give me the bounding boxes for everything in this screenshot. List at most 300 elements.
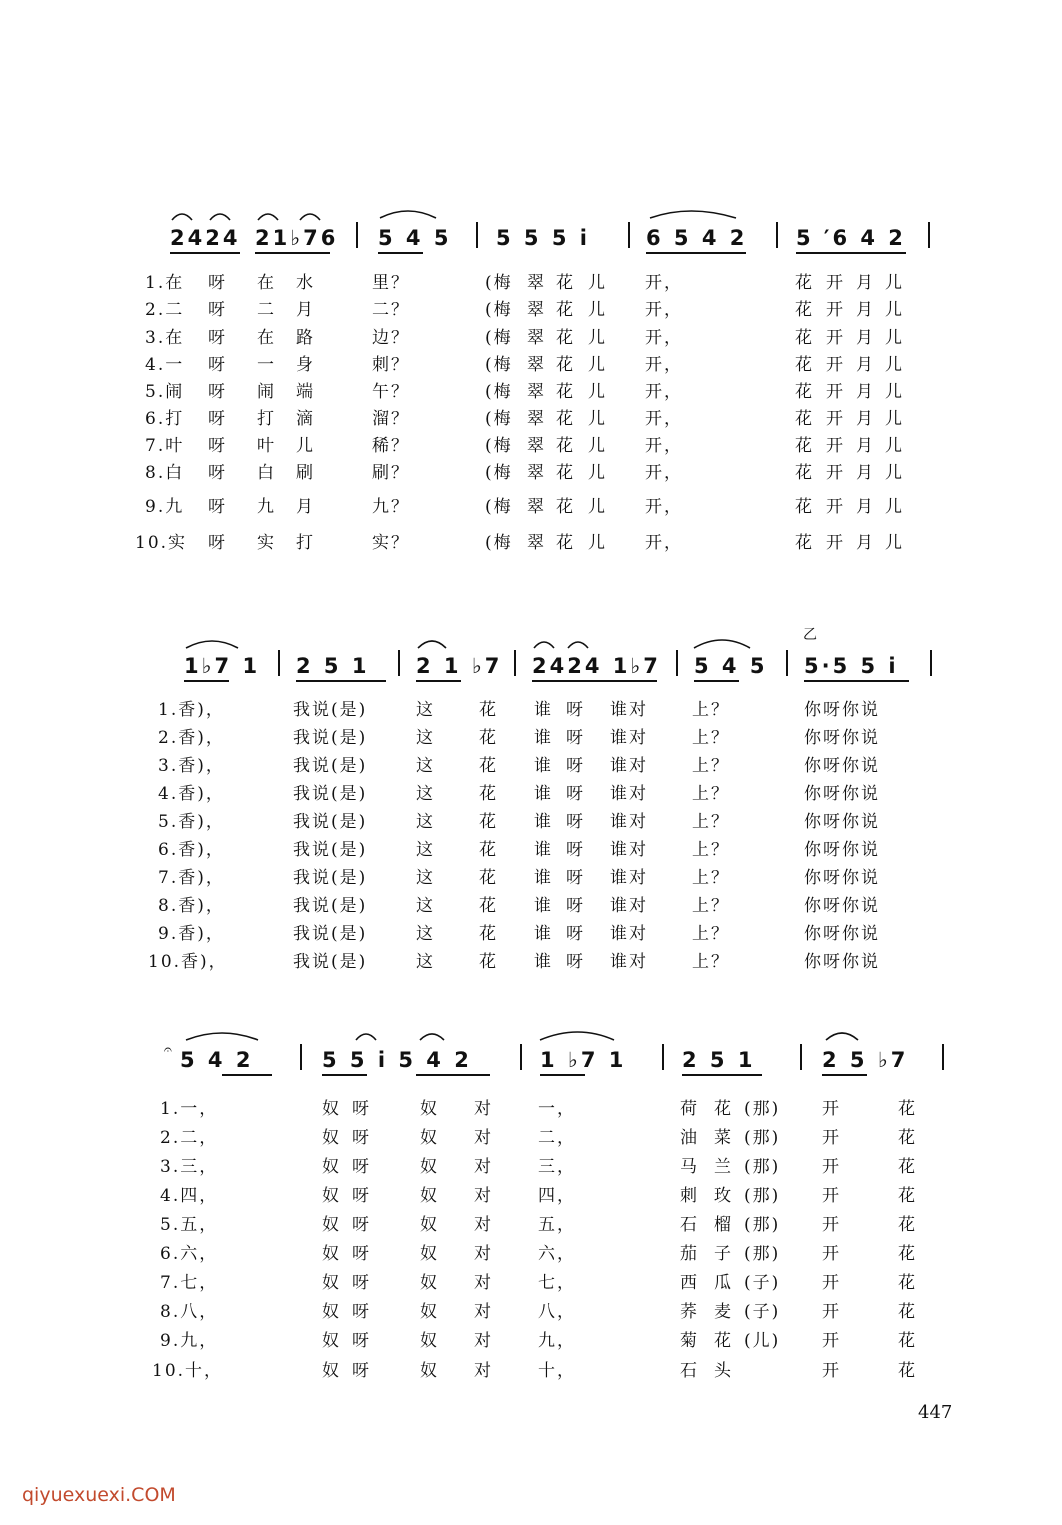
lyric: 你呀你说 — [804, 952, 880, 972]
lyric: 花 — [898, 1099, 917, 1119]
lyric: 儿 — [588, 533, 607, 553]
lyric: 水 — [296, 273, 315, 293]
measure-2-notes: 2 5 1 — [296, 654, 370, 678]
lyric: 呀 — [566, 840, 585, 860]
lyric: (梅 — [485, 497, 513, 517]
lyric: 开， — [645, 533, 683, 553]
lyric: 你呀你说 — [804, 700, 880, 720]
lyric: 我说(是) — [293, 700, 368, 720]
lyric: 七， — [538, 1273, 576, 1293]
slur-marks — [0, 620, 1062, 680]
lyric: 九， — [538, 1331, 576, 1351]
lyric: 月 — [856, 436, 875, 456]
lyric: 呀 — [566, 784, 585, 804]
measure-5-notes: 5 4 5 — [694, 654, 768, 678]
lyric: 西 — [680, 1273, 699, 1293]
lyric: 我说(是) — [293, 868, 368, 888]
lyric: 花 — [556, 409, 575, 429]
lyric: 十， — [538, 1361, 576, 1381]
lyric: 谁对 — [610, 756, 648, 776]
lyric: 花 — [556, 355, 575, 375]
lyric: 花 — [714, 1331, 733, 1351]
lyric: 奴 — [322, 1157, 341, 1177]
lyric: 月 — [856, 273, 875, 293]
measure-5-notes: 5 ′6 4 2 — [796, 226, 906, 250]
lyric: 1.一， — [160, 1099, 219, 1119]
beam-line — [416, 1074, 490, 1076]
barline — [278, 650, 280, 676]
measure-1-notes: 5 4 2 — [180, 1048, 254, 1072]
lyric: 呀 — [208, 463, 227, 483]
lyric: 奴 — [420, 1273, 439, 1293]
lyric: 儿 — [885, 463, 904, 483]
lyric: 边？ — [372, 328, 410, 348]
lyric: 奴 — [420, 1331, 439, 1351]
lyric: 稀？ — [372, 436, 410, 456]
measure-3-notes: 5 5 5 i — [496, 226, 590, 250]
lyric: 奴 — [420, 1302, 439, 1322]
lyric: 呀 — [566, 756, 585, 776]
lyric: 一， — [538, 1099, 576, 1119]
lyric: 儿 — [885, 533, 904, 553]
lyric: 榴 — [714, 1215, 733, 1235]
barline — [928, 222, 930, 248]
lyric: 花 — [556, 436, 575, 456]
lyric: 奴 — [420, 1186, 439, 1206]
lyric-row — [0, 835, 1062, 865]
lyric: (那) — [744, 1157, 781, 1177]
lyric: 谁 — [534, 784, 553, 804]
lyric: 这 — [416, 756, 435, 776]
lyric: 呀 — [352, 1331, 371, 1351]
lyric: 花 — [479, 700, 498, 720]
lyric-row — [0, 458, 1062, 488]
lyric: 谁 — [534, 924, 553, 944]
lyric: 谁对 — [610, 840, 648, 860]
lyric: 翠 — [527, 463, 546, 483]
beam-line — [646, 252, 746, 254]
barline — [476, 222, 478, 248]
lyric: 花 — [898, 1331, 917, 1351]
lyric: 开 — [826, 497, 845, 517]
lyric: 花 — [898, 1157, 917, 1177]
lyric-row — [0, 1326, 1062, 1356]
lyric: 这 — [416, 868, 435, 888]
lyric: 在 — [257, 273, 276, 293]
lyric: 滴 — [296, 409, 315, 429]
lyric: (梅 — [485, 436, 513, 456]
lyric-row — [0, 1094, 1062, 1124]
measure-4-notes: 6 5 4 2 — [646, 226, 748, 250]
beam-line — [796, 252, 906, 254]
lyric: 这 — [416, 812, 435, 832]
lyric: (那) — [744, 1186, 781, 1206]
lyric-row — [0, 863, 1062, 893]
lyric: 开 — [822, 1361, 841, 1381]
lyric-row — [0, 1123, 1062, 1153]
barline — [662, 1044, 664, 1070]
measure-1b-notes: 21♭76 — [255, 226, 339, 250]
lyric: 刺 — [680, 1186, 699, 1206]
lyric: 呀 — [208, 409, 227, 429]
measure-1-notes: 1♭7 1 — [184, 654, 261, 678]
lyric: 开 — [826, 273, 845, 293]
lyric: 开 — [826, 409, 845, 429]
lyric: (子) — [744, 1273, 781, 1293]
lyric: 翠 — [527, 328, 546, 348]
lyric: 8.香)， — [158, 896, 225, 916]
lyric: 开， — [645, 463, 683, 483]
lyric: 呀 — [208, 355, 227, 375]
lyric: 谁对 — [610, 896, 648, 916]
lyric: 花 — [556, 533, 575, 553]
lyric: 五， — [538, 1215, 576, 1235]
lyric: 谁 — [534, 840, 553, 860]
lyric: 翠 — [527, 300, 546, 320]
lyric: 翠 — [527, 436, 546, 456]
lyric: 花 — [479, 728, 498, 748]
lyric: 呀 — [352, 1302, 371, 1322]
lyric: 你呀你说 — [804, 868, 880, 888]
beam-line — [694, 680, 739, 682]
lyric: 花 — [556, 382, 575, 402]
lyric: 上？ — [692, 700, 730, 720]
lyric: 花 — [479, 924, 498, 944]
lyric: 10.香)， — [148, 952, 228, 972]
lyric: 闹 — [257, 382, 276, 402]
lyric-row — [0, 1181, 1062, 1211]
lyric: 对 — [474, 1273, 493, 1293]
lyric: 呀 — [566, 924, 585, 944]
lyric: 开 — [822, 1099, 841, 1119]
lyric: 奴 — [420, 1128, 439, 1148]
lyric: 开， — [645, 497, 683, 517]
lyric: 6.六， — [160, 1244, 219, 1264]
lyric-row — [0, 295, 1062, 325]
lyric: 开， — [645, 300, 683, 320]
lyric: 谁 — [534, 700, 553, 720]
lyric: 花 — [795, 436, 814, 456]
lyric: 儿 — [885, 382, 904, 402]
lyric: 六， — [538, 1244, 576, 1264]
lyric: 你呀你说 — [804, 728, 880, 748]
lyric: 月 — [296, 300, 315, 320]
lyric: 对 — [474, 1302, 493, 1322]
lyric: 呀 — [208, 300, 227, 320]
lyric: 奴 — [322, 1273, 341, 1293]
barline — [398, 650, 400, 676]
lyric: 谁 — [534, 812, 553, 832]
lyric: 这 — [416, 784, 435, 804]
lyric: 这 — [416, 700, 435, 720]
lyric: 我说(是) — [293, 756, 368, 776]
lyric: 花 — [898, 1215, 917, 1235]
lyric: 呀 — [208, 436, 227, 456]
lyric: 花 — [795, 409, 814, 429]
lyric: 花 — [479, 868, 498, 888]
lyric: 九 — [257, 497, 276, 517]
lyric: 谁 — [534, 756, 553, 776]
lyric: 路 — [296, 328, 315, 348]
score-system-2 — [0, 620, 1062, 980]
lyric: 奴 — [322, 1331, 341, 1351]
lyric: 呀 — [352, 1128, 371, 1148]
lyric: 荷 — [680, 1099, 699, 1119]
lyric: 子 — [714, 1244, 733, 1264]
beam-line — [804, 680, 909, 682]
lyric-row — [0, 377, 1062, 407]
lyric: 呀 — [566, 728, 585, 748]
measure-1-notes: 2424 — [170, 226, 241, 250]
lyric-row — [0, 1297, 1062, 1327]
lyric: 呀 — [352, 1273, 371, 1293]
beam-line — [322, 1074, 367, 1076]
lyric: 4.香)， — [158, 784, 225, 804]
lyric: 开 — [822, 1215, 841, 1235]
lyric: 溜？ — [372, 409, 410, 429]
lyric: 我说(是) — [293, 896, 368, 916]
beam-line — [416, 680, 461, 682]
lyric: 翠 — [527, 273, 546, 293]
lyric: 对 — [474, 1157, 493, 1177]
lyric: 呀 — [352, 1099, 371, 1119]
lyric: 开， — [645, 328, 683, 348]
section-mark: 𝄐 — [164, 1042, 172, 1058]
lyric: 谁 — [534, 896, 553, 916]
lyric: 花 — [556, 273, 575, 293]
barline — [520, 1044, 522, 1070]
lyric: 在 — [257, 328, 276, 348]
barline — [786, 650, 788, 676]
lyric: 谁对 — [610, 952, 648, 972]
watermark-link[interactable]: qiyuexuexi.COM — [22, 1484, 176, 1506]
lyric: 8.八， — [160, 1302, 219, 1322]
lyric: 翠 — [527, 355, 546, 375]
lyric: 花 — [795, 273, 814, 293]
lyric: 这 — [416, 896, 435, 916]
lyric-row — [0, 1210, 1062, 1240]
lyric: 你呀你说 — [804, 784, 880, 804]
lyric: 瓜 — [714, 1273, 733, 1293]
lyric: 二？ — [372, 300, 410, 320]
lyric: 我说(是) — [293, 924, 368, 944]
barline — [628, 222, 630, 248]
lyric: 儿 — [885, 497, 904, 517]
lyric: 月 — [856, 409, 875, 429]
lyric: 二 — [257, 300, 276, 320]
lyric: 奴 — [420, 1361, 439, 1381]
lyric: 上？ — [692, 728, 730, 748]
lyric: 对 — [474, 1186, 493, 1206]
lyric: 呀 — [352, 1244, 371, 1264]
lyric: 这 — [416, 952, 435, 972]
lyric: 花 — [479, 812, 498, 832]
lyric-row — [0, 723, 1062, 753]
lyric: 花 — [479, 840, 498, 860]
lyric: 儿 — [885, 436, 904, 456]
lyric: 我说(是) — [293, 812, 368, 832]
lyric: 实 — [257, 533, 276, 553]
lyric: 呀 — [566, 812, 585, 832]
lyric: 9.九， — [160, 1331, 219, 1351]
lyric: 花 — [898, 1273, 917, 1293]
lyric: (梅 — [485, 273, 513, 293]
lyric: 花 — [898, 1128, 917, 1148]
lyric: 花 — [479, 896, 498, 916]
lyric-row — [0, 1152, 1062, 1182]
lyric: 开， — [645, 409, 683, 429]
lyric: 三， — [538, 1157, 576, 1177]
lyric: 对 — [474, 1244, 493, 1264]
lyric: 10.实 — [135, 533, 188, 553]
lyric: 儿 — [588, 273, 607, 293]
lyric-row — [0, 268, 1062, 298]
lyric: 奴 — [420, 1215, 439, 1235]
lyric: 你呀你说 — [804, 840, 880, 860]
lyric: 儿 — [588, 328, 607, 348]
lyric: 呀 — [208, 382, 227, 402]
barline — [776, 222, 778, 248]
lyric: 打 — [257, 409, 276, 429]
lyric: (那) — [744, 1244, 781, 1264]
barline — [942, 1044, 944, 1070]
page-number: 447 — [918, 1402, 953, 1423]
lyric: 奴 — [420, 1099, 439, 1119]
lyric: 二， — [538, 1128, 576, 1148]
lyric: 儿 — [588, 382, 607, 402]
lyric: 开， — [645, 355, 683, 375]
lyric: (儿) — [744, 1331, 781, 1351]
lyric: 开 — [822, 1273, 841, 1293]
lyric: 菜 — [714, 1128, 733, 1148]
lyric: 开 — [822, 1186, 841, 1206]
lyric: 呀 — [352, 1157, 371, 1177]
lyric: 呀 — [566, 896, 585, 916]
lyric: 石 — [680, 1215, 699, 1235]
lyric-row — [0, 1356, 1062, 1386]
lyric: 午？ — [372, 382, 410, 402]
lyric: 7.香)， — [158, 868, 225, 888]
lyric: 花 — [479, 756, 498, 776]
lyric: 开， — [645, 273, 683, 293]
lyric: 对 — [474, 1361, 493, 1381]
lyric-row — [0, 1268, 1062, 1298]
lyric: (子) — [744, 1302, 781, 1322]
lyric: 对 — [474, 1128, 493, 1148]
lyric: 开， — [645, 436, 683, 456]
lyric: 4.四， — [160, 1186, 219, 1206]
lyric: 儿 — [588, 463, 607, 483]
lyric: 马 — [680, 1157, 699, 1177]
lyric: (梅 — [485, 328, 513, 348]
lyric: 3.在 — [145, 328, 185, 348]
score-system-3 — [0, 1020, 1062, 1390]
lyric: 谁对 — [610, 728, 648, 748]
lyric: 儿 — [588, 409, 607, 429]
lyric: 呀 — [208, 533, 227, 553]
lyric: (梅 — [485, 382, 513, 402]
lyric: 5.香)， — [158, 812, 225, 832]
lyric: 奴 — [322, 1361, 341, 1381]
lyric: 2.二 — [145, 300, 185, 320]
lyric: 头 — [714, 1361, 733, 1381]
lyric: 四， — [538, 1186, 576, 1206]
lyric: 5.闹 — [145, 382, 185, 402]
lyric: 开 — [826, 355, 845, 375]
lyric: 谁 — [534, 868, 553, 888]
lyric-row — [0, 528, 1062, 558]
lyric: 这 — [416, 840, 435, 860]
lyric: 刷 — [296, 463, 315, 483]
measure-3-notes: 2 1 ♭7 — [416, 654, 503, 678]
lyric: 6.香)， — [158, 840, 225, 860]
lyric: 呀 — [208, 497, 227, 517]
beam-line — [184, 680, 229, 682]
lyric: 谁 — [534, 728, 553, 748]
lyric: 奴 — [322, 1244, 341, 1264]
lyric: 谁对 — [610, 784, 648, 804]
lyric: 儿 — [296, 436, 315, 456]
lyric: 谁对 — [610, 868, 648, 888]
lyric: 月 — [296, 497, 315, 517]
lyric: 9.香)， — [158, 924, 225, 944]
lyric: 开 — [826, 436, 845, 456]
lyric: 儿 — [588, 300, 607, 320]
lyric: (梅 — [485, 300, 513, 320]
barline — [800, 1044, 802, 1070]
lyric: 谁对 — [610, 812, 648, 832]
lyric: 花 — [479, 952, 498, 972]
lyric: 呀 — [352, 1361, 371, 1381]
lyric: (梅 — [485, 355, 513, 375]
lyric: 菊 — [680, 1331, 699, 1351]
lyric: 呀 — [352, 1215, 371, 1235]
lyric-row — [0, 891, 1062, 921]
lyric: 一 — [257, 355, 276, 375]
lyric: 花 — [898, 1361, 917, 1381]
measure-4-notes: 2424 1♭7 — [532, 654, 661, 678]
lyric: 儿 — [588, 497, 607, 517]
lyric: 儿 — [588, 436, 607, 456]
lyric: 花 — [898, 1302, 917, 1322]
lyric: 呀 — [566, 952, 585, 972]
lyric: 10.十， — [152, 1361, 224, 1381]
beam-line — [822, 1074, 867, 1076]
lyric: 翠 — [527, 497, 546, 517]
lyric: 开 — [822, 1331, 841, 1351]
lyric: 花 — [898, 1186, 917, 1206]
lyric: 开 — [822, 1128, 841, 1148]
beam-line — [222, 1074, 272, 1076]
lyric: 月 — [856, 382, 875, 402]
lyric: 对 — [474, 1331, 493, 1351]
barline — [514, 650, 516, 676]
measure-2-notes: 5 4 5 — [378, 226, 452, 250]
beam-line — [532, 680, 657, 682]
lyric-row — [0, 947, 1062, 977]
lyric: 这 — [416, 924, 435, 944]
lyric-row — [0, 492, 1062, 522]
lyric: 8.白 — [145, 463, 185, 483]
lyric: 兰 — [714, 1157, 733, 1177]
lyric: 呀 — [208, 273, 227, 293]
lyric: 里？ — [372, 273, 410, 293]
beam-line — [170, 252, 240, 254]
score-system-1 — [0, 200, 1062, 580]
lyric-row — [0, 404, 1062, 434]
lyric: 叶 — [257, 436, 276, 456]
lyric: 4.一 — [145, 355, 185, 375]
